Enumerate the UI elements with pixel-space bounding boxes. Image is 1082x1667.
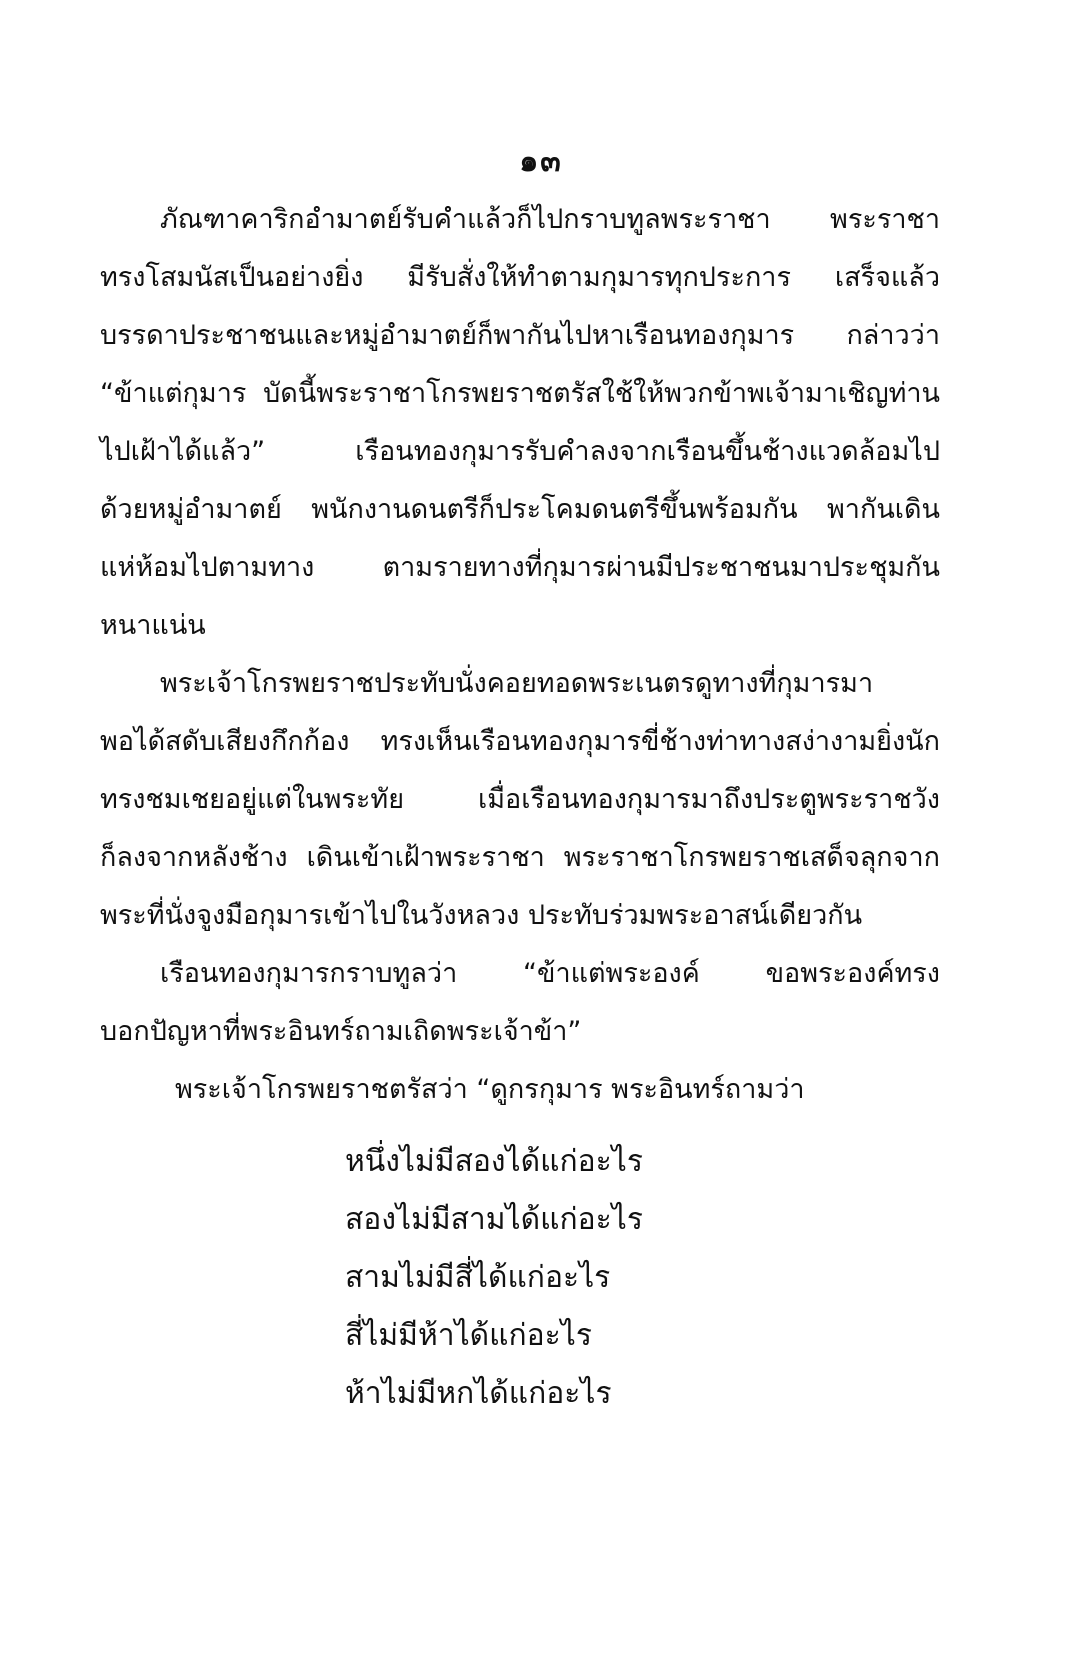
paragraph-1-line-3: บรรดาประชาชนและหมู่อำมาตย์ก็พากันไปหาเรือนทองกุมาร กล่าวว่า [100, 320, 940, 351]
verse-line-5: ห้าไม่มีหกได้แก่อะไร [345, 1376, 612, 1411]
verse-line-1: หนึ่งไม่มีสองได้แก่อะไร [345, 1144, 643, 1179]
paragraph-1-line-8: หนาแน่น [100, 610, 206, 641]
paragraph-3-line-2: บอกปัญหาที่พระอินทร์ถามเถิดพระเจ้าข้า” [100, 1016, 582, 1047]
paragraph-1-line-4: “ข้าแต่กุมาร บัดนี้พระราชาโกรพยราชตรัสใช้ให้พวกข้าพเจ้ามาเชิญท่าน [100, 378, 940, 409]
verse-line-4: สี่ไม่มีห้าได้แก่อะไร [345, 1318, 592, 1353]
paragraph-1-line-1: ภัณฑาคาริกอำมาตย์รับคำแล้วก็ไปกราบทูลพระราชา พระราชา [160, 204, 940, 235]
paragraph-2-line-4: ก็ลงจากหลังช้าง เดินเข้าเฝ้าพระราชา พระราชาโกรพยราชเสด็จลุกจาก [100, 842, 940, 873]
paragraph-2-line-1: พระเจ้าโกรพยราชประทับนั่งคอยทอดพระเนตรดูทางที่กุมารมา [160, 668, 874, 699]
paragraph-1-line-7: แห่ห้อมไปตามทาง ตามรายทางที่กุมารผ่านมีประชาชนมาประชุมกัน [100, 552, 940, 583]
paragraph-2-line-5: พระที่นั่งจูงมือกุมารเข้าไปในวังหลวง ประทับร่วมพระอาสน์เดียวกัน [100, 900, 863, 931]
paragraph-2-line-2: พอได้สดับเสียงกึกก้อง ทรงเห็นเรือนทองกุมารขี่ช้างท่าทางสง่างามยิ่งนัก [100, 726, 940, 757]
verse-line-2: สองไม่มีสามได้แก่อะไร [345, 1202, 643, 1237]
page-number: ๑๓ [519, 144, 563, 179]
paragraph-1-line-2: ทรงโสมนัสเป็นอย่างยิ่ง มีรับสั่งให้ทำตามกุมารทุกประการ เสร็จแล้ว [100, 262, 940, 293]
paragraph-1-line-5: ไปเฝ้าได้แล้ว” เรือนทองกุมารรับคำลงจากเรือนขึ้นช้างแวดล้อมไป [100, 436, 940, 467]
paragraph-3-line-1: เรือนทองกุมารกราบทูลว่า “ข้าแต่พระองค์ ขอพระองค์ทรง [160, 958, 940, 989]
verse-line-3: สามไม่มีสี่ได้แก่อะไร [345, 1260, 611, 1295]
paragraph-2-line-3: ทรงชมเชยอยู่แต่ในพระทัย เมื่อเรือนทองกุมารมาถึงประตูพระราชวัง [100, 784, 940, 815]
paragraph-4: พระเจ้าโกรพยราชตรัสว่า “ดูกรกุมาร พระอินทร์ถามว่า [175, 1074, 805, 1105]
paragraph-1-line-6: ด้วยหมู่อำมาตย์ พนักงานดนตรีก็ประโคมดนตรีขึ้นพร้อมกัน พากันเดิน [100, 494, 940, 525]
